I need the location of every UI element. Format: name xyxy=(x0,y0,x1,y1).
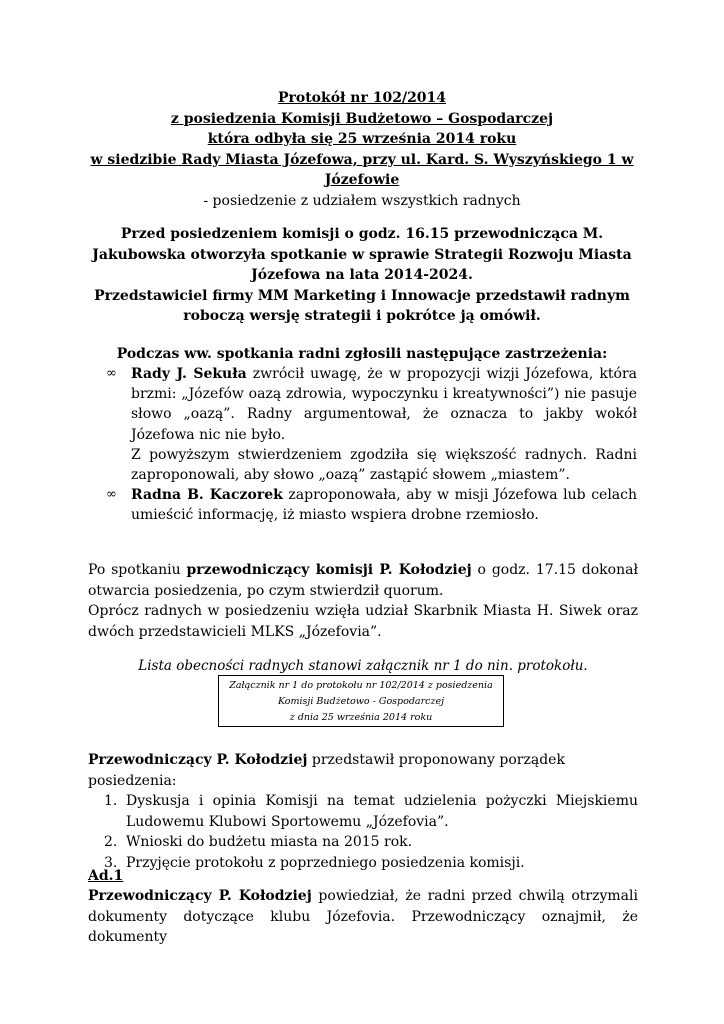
meeting-date: która odbyła się 25 września 2014 roku xyxy=(207,131,517,147)
agenda-item-number: 1. xyxy=(104,793,118,809)
attachment-box xyxy=(218,675,504,727)
participants-paragraph: Oprócz radnych w posiedzeniu wzięła udział Skarbnik Miasta H. Siwek oraz dwóch przedstawicieli MLKS „Józefovia”. xyxy=(88,603,638,640)
agenda-item-text: Wnioski do budżetu miasta na 2015 rok. xyxy=(126,834,413,850)
protocol-number: Protokół nr 102/2014 xyxy=(277,90,447,106)
attachment-line-3: z dnia 25 września 2014 roku xyxy=(289,712,433,723)
opening-pre: Po spotkaniu xyxy=(88,562,187,578)
opening-section xyxy=(88,560,638,642)
ad1-paragraph xyxy=(88,886,638,948)
remarks-title: Podczas ww. spotkania radni zgłosili następujące zastrzeżenia: xyxy=(116,346,608,362)
remarks-list xyxy=(106,364,637,526)
attendance-caption: Lista obecności radnych stanowi załącznik nr 1 do nin. protokołu. xyxy=(138,658,588,674)
agenda-item xyxy=(88,791,638,832)
agenda-item-text: Przyjęcie protokołu z poprzedniego posiedzenia komisji. xyxy=(126,854,525,871)
ad1-chair: Przewodniczący P. Kołodziej xyxy=(88,888,312,904)
intro-section xyxy=(90,224,634,327)
agenda-section xyxy=(88,750,638,873)
infinity-bullet-icon: ∞ xyxy=(106,366,117,381)
agenda-item xyxy=(88,832,638,853)
protocol-header xyxy=(80,88,644,211)
ad1-heading: Ad.1 xyxy=(88,868,124,884)
agenda-item-number: 2. xyxy=(104,834,118,850)
remark-text: zaproponowała, aby w misji Józefowa lub celach umieścić informację, iż miasto wspiera drobne rzemiosło. xyxy=(131,487,637,524)
opening-post: o godz. 17.15 dokonał otwarcia posiedzenia, po czym stwierdził quorum. xyxy=(88,562,638,599)
meeting-location: w siedzibie Rady Miasta Józefowa, przy ul. Kard. S. Wyszyńskiego 1 w Józefowie xyxy=(90,151,634,188)
agenda-chair: Przewodniczący P. Kołodziej xyxy=(88,752,308,768)
remark-item xyxy=(106,485,637,525)
infinity-bullet-icon: ∞ xyxy=(106,487,117,503)
agenda-item-text: Dyskusja i opinia Komisji na temat udzielenia pożyczki Miejskiemu Ludowemu Klubowi Sportowemu „Józefovia”. xyxy=(126,793,638,830)
remark-author: Radna B. Kaczorek xyxy=(131,487,283,504)
remark-text: zwrócił uwagę, że w propozycji wizji Józefowa, która brzmi: „Józefów oazą zdrowia, wypoczynku i kreatywności”) nie pasuje słowo „oazą”. Radny argumentował, że oznacza to jakby wokół Józefowa nic nie było. xyxy=(131,366,637,443)
opening-chair: przewodniczący komisji P. Kołodziej xyxy=(186,562,472,578)
committee-name: z posiedzenia Komisji Budżetowo – Gospodarczej xyxy=(170,110,554,127)
attachment-line-2: Komisji Budżetowo - Gospodarczej xyxy=(277,696,445,707)
remark-followup: Z powyższym stwierdzeniem zgodziła się większość radnych. Radni zaproponowali, aby słowo „oazą” zastąpić słowem „miastem”. xyxy=(131,446,637,484)
agenda-item-number: 3. xyxy=(104,854,118,871)
intro-paragraph-1: Przed posiedzeniem komisji o godz. 16.15 przewodnicząca M. Jakubowska otworzyła spotkanie w sprawie Strategii Rozwoju Miasta Józefowa na lata 2014-2024. xyxy=(92,226,632,283)
ad1-text: powiedział, że radni przed chwilą otrzymali dokumenty dotyczące klubu Józefovia. Przewodniczący oznajmił, że dokumenty xyxy=(88,888,638,945)
intro-paragraph-2: Przedstawiciel firmy MM Marketing i Innowacje przedstawił radnym roboczą wersję strategii i pokrótce ją omówił. xyxy=(94,287,630,324)
agenda-item xyxy=(88,853,638,874)
agenda-lead-text: przedstawił proponowany porządek posiedzenia: xyxy=(88,752,565,789)
opening-paragraph xyxy=(88,560,638,601)
meeting-note: - posiedzenie z udziałem wszystkich radnych xyxy=(203,192,521,209)
agenda-lead xyxy=(88,750,638,791)
agenda-list xyxy=(88,791,638,873)
remark-author: Rady J. Sekuła xyxy=(131,366,247,382)
remark-item xyxy=(106,364,637,485)
ad1-section xyxy=(88,886,638,948)
attachment-line-1: Załącznik nr 1 do protokołu nr 102/2014 z posiedzenia xyxy=(229,680,493,691)
